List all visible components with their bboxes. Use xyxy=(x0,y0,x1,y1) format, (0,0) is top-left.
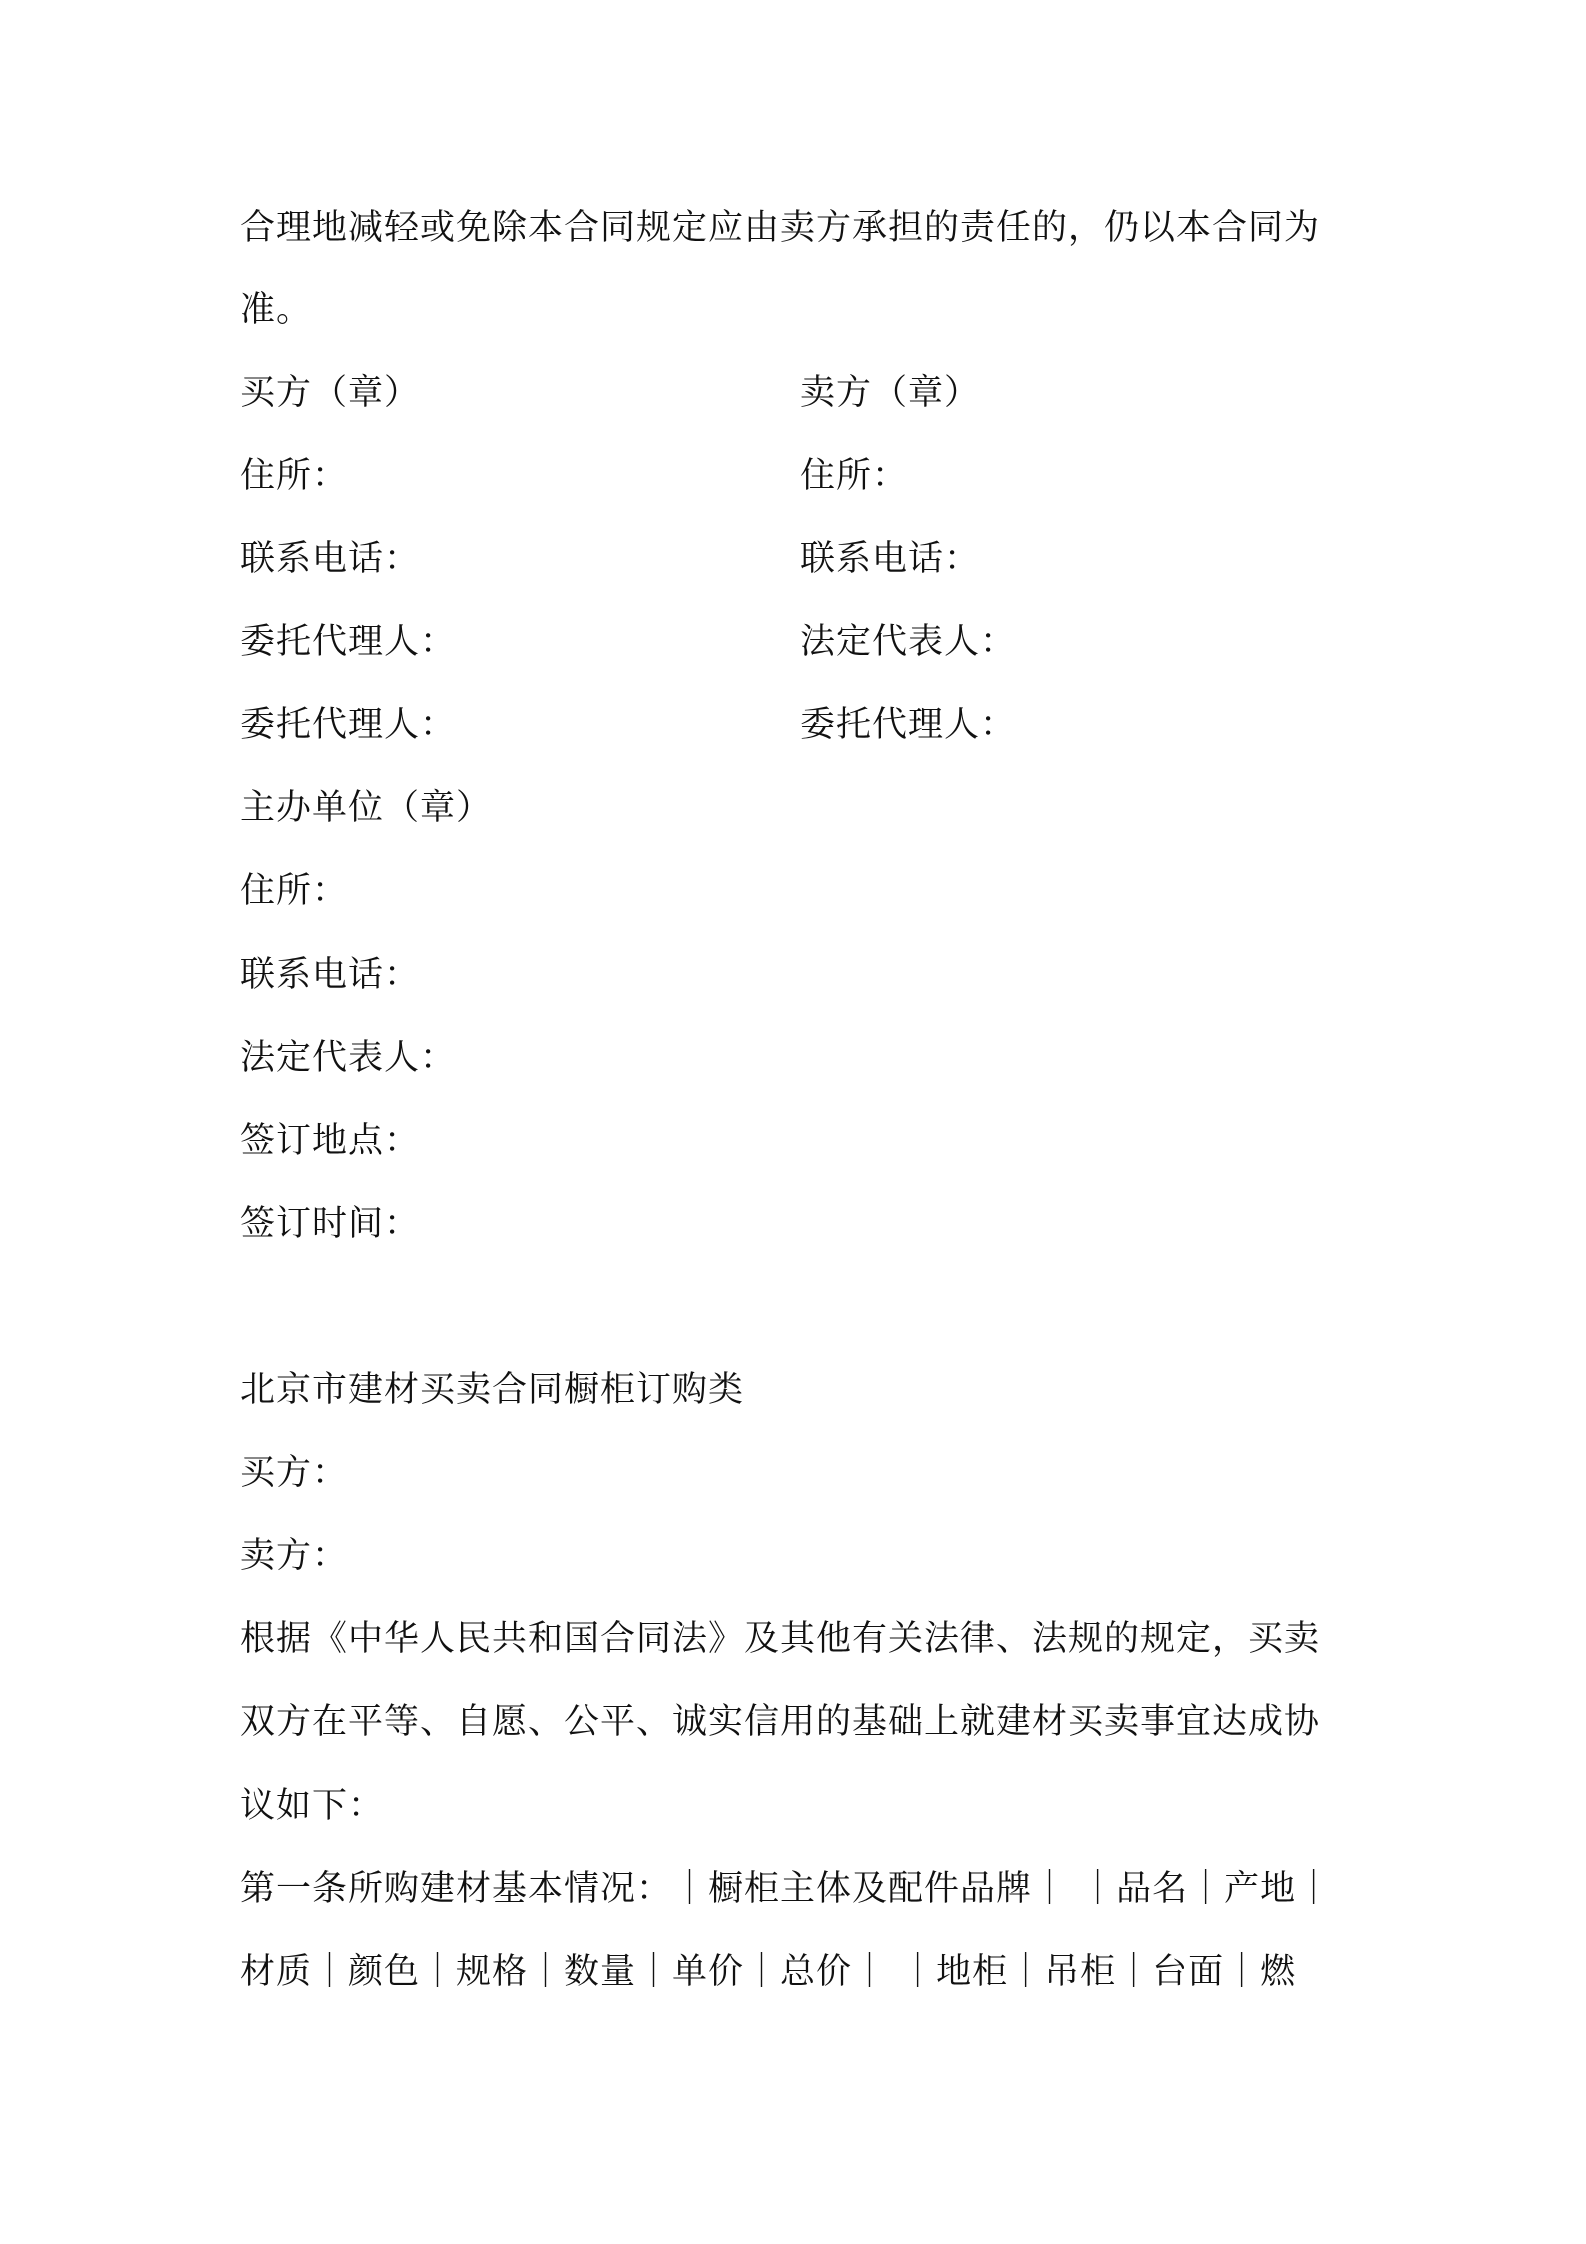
article-1-line-2: 材质｜颜色｜规格｜数量｜单价｜总价｜ ｜地柜｜吊柜｜台面｜燃 xyxy=(240,1952,1297,1992)
intro-line-2: 双方在平等、自愿、公平、诚实信用的基础上就建材买卖事宜达成协 xyxy=(240,1702,1321,1742)
sign-time-label: 签订时间： xyxy=(240,1204,421,1244)
contract-seller-label: 卖方： xyxy=(240,1536,349,1576)
intro-line-3: 议如下： xyxy=(240,1786,385,1826)
intro-line-1: 根据《中华人民共和国合同法》及其他有关法律、法规的规定，买卖 xyxy=(240,1619,1321,1659)
contract-title: 北京市建材买卖合同橱柜订购类 xyxy=(240,1370,745,1410)
buyer-phone-label: 联系电话： xyxy=(240,539,421,579)
organizer-seal-label: 主办单位（章） xyxy=(240,788,493,828)
buyer-address-label: 住所： xyxy=(240,456,349,496)
organizer-address-label: 住所： xyxy=(240,871,349,911)
contract-buyer-label: 买方： xyxy=(240,1453,349,1493)
organizer-legal-rep-label: 法定代表人： xyxy=(240,1038,457,1078)
article-1-line-1: 第一条所购建材基本情况：｜橱柜主体及配件品牌｜ ｜品名｜产地｜ xyxy=(240,1869,1333,1909)
seller-agent-label: 委托代理人： xyxy=(800,705,1017,745)
buyer-seal-label: 买方（章） xyxy=(240,373,421,413)
seller-legal-rep-label: 法定代表人： xyxy=(800,622,1017,662)
continuation-line-2: 准。 xyxy=(240,290,313,330)
continuation-line-1: 合理地减轻或免除本合同规定应由卖方承担的责任的，仍以本合同为 xyxy=(240,208,1321,248)
seller-seal-label: 卖方（章） xyxy=(800,373,981,413)
buyer-agent-label-1: 委托代理人： xyxy=(240,622,457,662)
buyer-agent-label-2: 委托代理人： xyxy=(240,705,457,745)
organizer-phone-label: 联系电话： xyxy=(240,955,421,995)
seller-phone-label: 联系电话： xyxy=(800,539,981,579)
sign-place-label: 签订地点： xyxy=(240,1121,421,1161)
seller-address-label: 住所： xyxy=(800,456,909,496)
